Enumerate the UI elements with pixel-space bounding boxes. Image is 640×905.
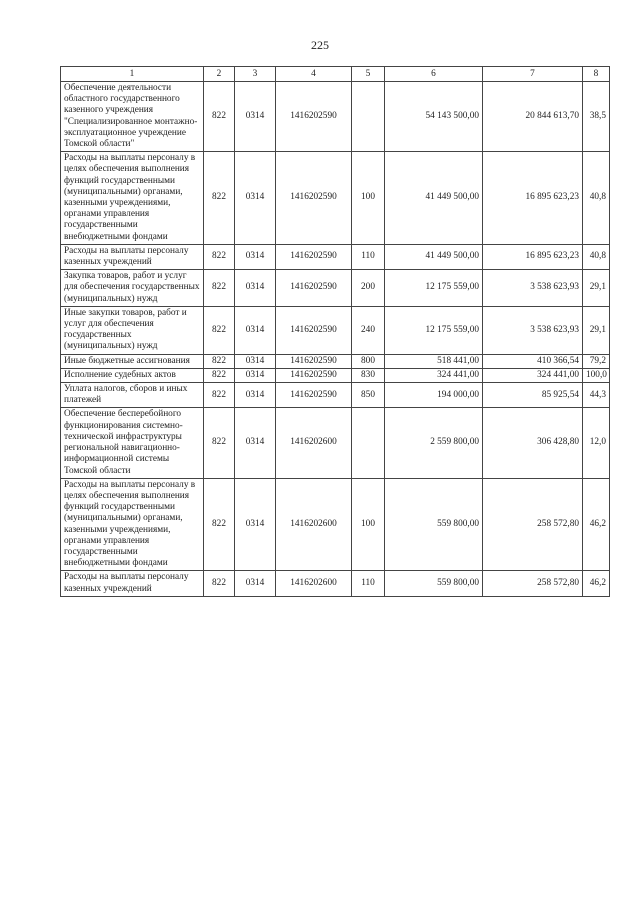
section-code: 0314 <box>235 152 276 245</box>
expense-type-code: 110 <box>352 571 385 596</box>
target-code: 1416202600 <box>276 408 352 478</box>
section-code: 0314 <box>235 244 276 269</box>
expense-type-code: 830 <box>352 368 385 382</box>
expense-type-code: 240 <box>352 306 385 354</box>
table-row <box>61 152 610 245</box>
expense-type-code: 200 <box>352 270 385 307</box>
expense-type-code <box>352 408 385 478</box>
executed-amount: 85 925,54 <box>483 383 583 408</box>
expense-name: Расходы на выплаты персоналу в целях обеспечения выполнения функций государственными (муниципальными) органами, казенными учреждениями, органами управления государственными внебюджетными фондами <box>61 152 204 245</box>
table-row <box>61 306 610 354</box>
execution-percent: 100,0 <box>583 368 610 382</box>
expense-type-code: 110 <box>352 244 385 269</box>
section-code: 0314 <box>235 383 276 408</box>
target-code: 1416202590 <box>276 383 352 408</box>
expense-type-code: 800 <box>352 354 385 368</box>
execution-percent: 46,2 <box>583 571 610 596</box>
executed-amount: 20 844 613,70 <box>483 82 583 152</box>
executed-amount: 324 441,00 <box>483 368 583 382</box>
header-cell-5: 5 <box>352 67 385 82</box>
execution-percent: 40,8 <box>583 244 610 269</box>
execution-percent: 79,2 <box>583 354 610 368</box>
target-code: 1416202590 <box>276 354 352 368</box>
table-row <box>61 244 610 269</box>
execution-percent: 46,2 <box>583 478 610 571</box>
executed-amount: 3 538 623,93 <box>483 306 583 354</box>
planned-amount: 41 449 500,00 <box>385 152 483 245</box>
expense-name: Расходы на выплаты персоналу казенных учреждений <box>61 244 204 269</box>
executed-amount: 258 572,80 <box>483 571 583 596</box>
table-row <box>61 478 610 571</box>
table-row <box>61 368 610 382</box>
target-code: 1416202590 <box>276 82 352 152</box>
table-row <box>61 408 610 478</box>
execution-percent: 40,8 <box>583 152 610 245</box>
department-code: 822 <box>204 306 235 354</box>
table-row <box>61 270 610 307</box>
header-cell-6: 6 <box>385 67 483 82</box>
department-code: 822 <box>204 82 235 152</box>
header-cell-8: 8 <box>583 67 610 82</box>
department-code: 822 <box>204 478 235 571</box>
planned-amount: 12 175 559,00 <box>385 270 483 307</box>
expense-name: Иные бюджетные ассигнования <box>61 354 204 368</box>
executed-amount: 258 572,80 <box>483 478 583 571</box>
department-code: 822 <box>204 354 235 368</box>
planned-amount: 194 000,00 <box>385 383 483 408</box>
section-code: 0314 <box>235 354 276 368</box>
executed-amount: 16 895 623,23 <box>483 244 583 269</box>
target-code: 1416202590 <box>276 152 352 245</box>
target-code: 1416202600 <box>276 571 352 596</box>
expense-type-code: 100 <box>352 478 385 571</box>
expense-name: Расходы на выплаты персоналу в целях обеспечения выполнения функций государственными (муниципальными) органами, казенными учреждениями, органами управления государственными внебюджетными фондами <box>61 478 204 571</box>
expense-name: Исполнение судебных актов <box>61 368 204 382</box>
department-code: 822 <box>204 270 235 307</box>
planned-amount: 559 800,00 <box>385 571 483 596</box>
expense-type-code: 850 <box>352 383 385 408</box>
expense-type-code <box>352 82 385 152</box>
table-row <box>61 354 610 368</box>
planned-amount: 2 559 800,00 <box>385 408 483 478</box>
section-code: 0314 <box>235 408 276 478</box>
executed-amount: 16 895 623,23 <box>483 152 583 245</box>
execution-percent: 44,3 <box>583 383 610 408</box>
executed-amount: 3 538 623,93 <box>483 270 583 307</box>
execution-percent: 29,1 <box>583 306 610 354</box>
header-row <box>61 67 610 82</box>
department-code: 822 <box>204 408 235 478</box>
department-code: 822 <box>204 383 235 408</box>
expense-name: Обеспечение бесперебойного функционирования системно-технической инфраструктуры региональной навигационно-информационной системы Томской области <box>61 408 204 478</box>
header-cell-4: 4 <box>276 67 352 82</box>
table-row <box>61 383 610 408</box>
expense-name: Расходы на выплаты персоналу казенных учреждений <box>61 571 204 596</box>
table-row <box>61 571 610 596</box>
target-code: 1416202590 <box>276 306 352 354</box>
section-code: 0314 <box>235 306 276 354</box>
planned-amount: 54 143 500,00 <box>385 82 483 152</box>
expense-name: Закупка товаров, работ и услуг для обеспечения государственных (муниципальных) нужд <box>61 270 204 307</box>
budget-table <box>60 66 610 597</box>
planned-amount: 559 800,00 <box>385 478 483 571</box>
planned-amount: 41 449 500,00 <box>385 244 483 269</box>
section-code: 0314 <box>235 270 276 307</box>
page-number: 225 <box>311 38 329 52</box>
executed-amount: 306 428,80 <box>483 408 583 478</box>
section-code: 0314 <box>235 82 276 152</box>
expense-type-code: 100 <box>352 152 385 245</box>
department-code: 822 <box>204 368 235 382</box>
department-code: 822 <box>204 152 235 245</box>
section-code: 0314 <box>235 571 276 596</box>
target-code: 1416202590 <box>276 270 352 307</box>
header-cell-2: 2 <box>204 67 235 82</box>
expense-name: Иные закупки товаров, работ и услуг для обеспечения государственных (муниципальных) нужд <box>61 306 204 354</box>
target-code: 1416202590 <box>276 368 352 382</box>
department-code: 822 <box>204 571 235 596</box>
planned-amount: 12 175 559,00 <box>385 306 483 354</box>
section-code: 0314 <box>235 478 276 571</box>
section-code: 0314 <box>235 368 276 382</box>
execution-percent: 29,1 <box>583 270 610 307</box>
expense-name: Обеспечение деятельности областного государственного казенного учреждения "Специализированное монтажно-эксплуатационное учреждение Томской области" <box>61 82 204 152</box>
target-code: 1416202590 <box>276 244 352 269</box>
expense-name: Уплата налогов, сборов и иных платежей <box>61 383 204 408</box>
header-cell-3: 3 <box>235 67 276 82</box>
executed-amount: 410 366,54 <box>483 354 583 368</box>
table-row <box>61 82 610 152</box>
execution-percent: 38,5 <box>583 82 610 152</box>
execution-percent: 12,0 <box>583 408 610 478</box>
target-code: 1416202600 <box>276 478 352 571</box>
header-cell-7: 7 <box>483 67 583 82</box>
department-code: 822 <box>204 244 235 269</box>
planned-amount: 518 441,00 <box>385 354 483 368</box>
header-cell-1: 1 <box>61 67 204 82</box>
planned-amount: 324 441,00 <box>385 368 483 382</box>
